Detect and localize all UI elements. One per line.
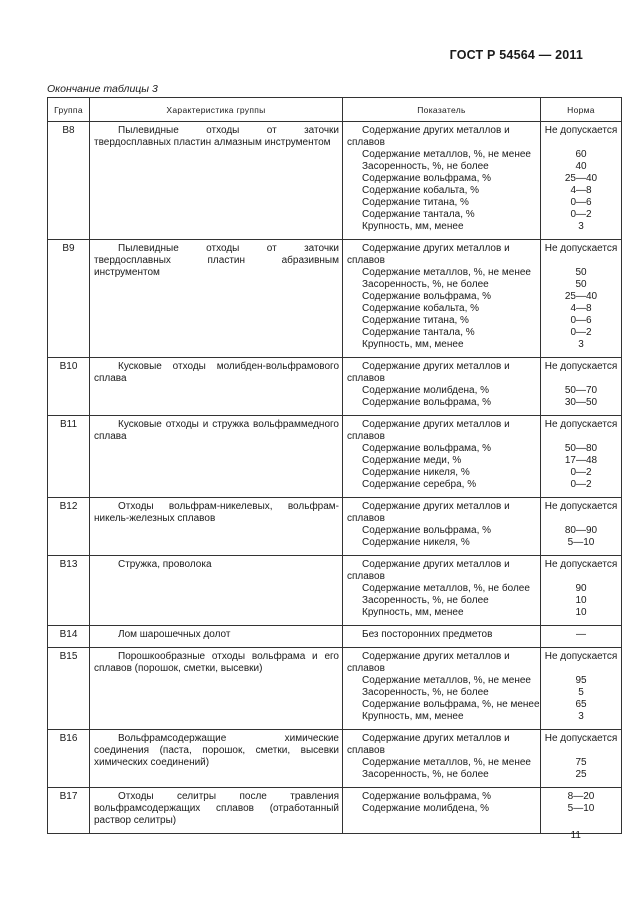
norm-value: 60 — [575, 149, 587, 160]
norm-value: — — [576, 629, 586, 640]
indicator-item: Содержание вольфрама, % — [362, 173, 492, 184]
indicator-item: Крупность, мм, менее — [362, 221, 464, 232]
norm-value: Не допускается — [544, 361, 618, 372]
table-row — [48, 498, 622, 556]
group-code: В14 — [48, 626, 90, 648]
table-row — [48, 240, 622, 358]
indicator-item: Содержание вольфрама, % — [362, 443, 492, 454]
table-row — [48, 358, 622, 416]
indicator-item: Содержание металлов, %, не менее — [362, 267, 531, 278]
norm-value: 90 — [575, 583, 587, 594]
document-standard-header: ГОСТ Р 54564 — 2011 — [449, 48, 583, 62]
indicator-item: Содержание меди, % — [362, 455, 462, 466]
norm-value: 65 — [575, 699, 587, 710]
indicator-item: Содержание серебра, % — [362, 479, 477, 490]
indicator-item: Содержание других металлов и сплавов — [347, 733, 510, 756]
indicator-item: Содержание других металлов и сплавов — [347, 651, 510, 674]
indicator-cell — [343, 498, 541, 556]
group-code: В10 — [48, 358, 90, 416]
norm-value: 95 — [575, 675, 587, 686]
norm-value: 5 — [578, 687, 584, 698]
indicator-item: Содержание вольфрама, % — [362, 291, 492, 302]
indicator-item: Крупность, мм, менее — [362, 339, 464, 350]
norm-cell — [541, 240, 622, 358]
table-body — [48, 122, 622, 834]
indicator-item: Засоренность, %, не более — [362, 161, 489, 172]
norm-value: 25 — [575, 769, 587, 780]
indicator-item: Содержание никеля, % — [362, 537, 470, 548]
specification-table — [47, 97, 622, 834]
norm-value: 30—50 — [564, 397, 598, 408]
norm-value: Не допускается — [544, 559, 618, 570]
column-header-description: Характеристика группы — [90, 98, 343, 122]
indicator-cell — [343, 556, 541, 626]
table-row — [48, 556, 622, 626]
norm-value: 3 — [578, 339, 584, 350]
norm-cell — [541, 416, 622, 498]
indicator-item: Засоренность, %, не более — [362, 279, 489, 290]
indicator-item: Содержание металлов, %, не менее — [362, 149, 531, 160]
indicator-item: Содержание молибдена, % — [362, 385, 490, 396]
norm-value: 5—10 — [567, 537, 595, 548]
group-description: Порошкообразные отходы вольфрама и его сплавов (порошок, сметки, высевки) — [94, 651, 339, 674]
indicator-cell — [343, 358, 541, 416]
indicator-cell — [343, 730, 541, 788]
norm-value: 0—2 — [570, 467, 592, 478]
group-description: Отходы селитры после травления вольфрамсодержащих сплавов (отработанный раствор селитры) — [94, 791, 339, 826]
group-description-cell — [90, 240, 343, 358]
group-description: Пылевидные отходы от заточки твердосплавных пластин алмазным инструментом — [94, 125, 339, 148]
group-code: В9 — [48, 240, 90, 358]
norm-cell — [541, 358, 622, 416]
norm-value: 0—2 — [570, 209, 592, 220]
indicator-item: Содержание металлов, %, не менее — [362, 757, 531, 768]
indicator-item: Содержание других металлов и сплавов — [347, 243, 510, 266]
table-row — [48, 122, 622, 240]
norm-value: 50 — [575, 267, 587, 278]
group-description: Кусковые отходы молибден-вольфрамового сплава — [94, 361, 339, 384]
group-description-cell — [90, 788, 343, 834]
norm-value: 8—20 — [567, 791, 595, 802]
norm-cell — [541, 122, 622, 240]
norm-value: 25—40 — [564, 291, 598, 302]
norm-value: 3 — [578, 221, 584, 232]
norm-value: 5—10 — [567, 803, 595, 814]
indicator-cell — [343, 122, 541, 240]
norm-cell — [541, 730, 622, 788]
norm-value: 50 — [575, 279, 587, 290]
norm-value: 25—40 — [564, 173, 598, 184]
indicator-item: Содержание металлов, %, не более — [362, 583, 530, 594]
norm-value: 40 — [575, 161, 587, 172]
indicator-cell — [343, 240, 541, 358]
table-caption: Окончание таблицы 3 — [47, 83, 158, 95]
norm-cell — [541, 648, 622, 730]
indicator-item: Содержание кобальта, % — [362, 185, 480, 196]
indicator-item: Содержание других металлов и сплавов — [347, 559, 510, 582]
indicator-item: Содержание титана, % — [362, 197, 469, 208]
column-header-indicator: Показатель — [343, 98, 541, 122]
indicator-item: Содержание кобальта, % — [362, 303, 480, 314]
table-row — [48, 730, 622, 788]
group-description: Лом шарошечных долот — [118, 629, 231, 640]
norm-value: Не допускается — [544, 125, 618, 136]
group-code: В13 — [48, 556, 90, 626]
group-code: В12 — [48, 498, 90, 556]
table-header-row — [48, 98, 622, 122]
indicator-cell — [343, 788, 541, 834]
group-description-cell — [90, 498, 343, 556]
indicator-item: Содержание других металлов и сплавов — [347, 361, 510, 384]
norm-value: 50—80 — [564, 443, 598, 454]
table-row — [48, 648, 622, 730]
indicator-item: Содержание других металлов и сплавов — [347, 419, 510, 442]
indicator-item: Крупность, мм, менее — [362, 711, 464, 722]
indicator-item: Содержание вольфрама, % — [362, 397, 492, 408]
norm-value: 0—6 — [570, 315, 592, 326]
group-code: В15 — [48, 648, 90, 730]
indicator-item: Содержание вольфрама, % — [362, 525, 492, 536]
norm-value: 50—70 — [564, 385, 598, 396]
norm-value: 10 — [575, 595, 587, 606]
norm-value: Не допускается — [544, 733, 618, 744]
indicator-item: Засоренность, %, не более — [362, 595, 489, 606]
group-description: Вольфрамсодержащие химические соединения (паста, порошок, сметки, высевки химических соединений) — [94, 733, 339, 768]
indicator-item: Содержание металлов, %, не менее — [362, 675, 531, 686]
indicator-item: Засоренность, %, не более — [362, 769, 489, 780]
norm-value: 80—90 — [564, 525, 598, 536]
indicator-cell — [343, 648, 541, 730]
group-description-cell — [90, 122, 343, 240]
indicator-item: Содержание вольфрама, %, не менее — [362, 699, 540, 710]
indicator-item: Содержание никеля, % — [362, 467, 470, 478]
norm-value: Не допускается — [544, 419, 618, 430]
group-description: Кусковые отходы и стружка вольфраммедного сплава — [94, 419, 339, 442]
norm-cell — [541, 498, 622, 556]
norm-cell — [541, 626, 622, 648]
indicator-cell — [343, 626, 541, 648]
norm-value: 0—2 — [570, 479, 592, 490]
indicator-item: Содержание тантала, % — [362, 209, 475, 220]
indicator-cell — [343, 416, 541, 498]
group-description-cell — [90, 556, 343, 626]
norm-value: Не допускается — [544, 243, 618, 254]
indicator-item: Содержание молибдена, % — [362, 803, 490, 814]
norm-value: Не допускается — [544, 651, 618, 662]
group-code: В8 — [48, 122, 90, 240]
group-description-cell — [90, 730, 343, 788]
table-row — [48, 626, 622, 648]
norm-value: 0—2 — [570, 327, 592, 338]
norm-value: 75 — [575, 757, 587, 768]
indicator-item: Содержание вольфрама, % — [362, 791, 492, 802]
group-description-cell — [90, 648, 343, 730]
page-number: 11 — [570, 830, 581, 841]
norm-value: 4—8 — [570, 303, 592, 314]
norm-cell — [541, 556, 622, 626]
group-code: В11 — [48, 416, 90, 498]
group-description: Стружка, проволока — [118, 559, 212, 570]
norm-value: 4—8 — [570, 185, 592, 196]
group-description-cell — [90, 416, 343, 498]
group-description-cell — [90, 626, 343, 648]
group-description-cell — [90, 358, 343, 416]
column-header-group: Группа — [48, 98, 90, 122]
group-code: В17 — [48, 788, 90, 834]
norm-value: 0—6 — [570, 197, 592, 208]
norm-value: 3 — [578, 711, 584, 722]
indicator-item: Содержание других металлов и сплавов — [347, 501, 510, 524]
group-code: В16 — [48, 730, 90, 788]
norm-value: Не допускается — [544, 501, 618, 512]
norm-value: 17—48 — [564, 455, 598, 466]
norm-cell — [541, 788, 622, 834]
table-row — [48, 788, 622, 834]
column-header-norm: Норма — [541, 98, 622, 122]
indicator-item: Крупность, мм, менее — [362, 607, 464, 618]
group-description: Пылевидные отходы от заточки твердосплавных пластин абразивным инструментом — [94, 243, 339, 278]
indicator-item: Содержание других металлов и сплавов — [347, 125, 510, 148]
indicator-item: Содержание титана, % — [362, 315, 469, 326]
group-description: Отходы вольфрам-никелевых, вольфрам-никель-железных сплавов — [94, 501, 339, 524]
indicator-item: Засоренность, %, не более — [362, 687, 489, 698]
indicator-item: Содержание тантала, % — [362, 327, 475, 338]
table-row — [48, 416, 622, 498]
indicator-item: Без посторонних предметов — [362, 629, 493, 640]
norm-value: 10 — [575, 607, 587, 618]
